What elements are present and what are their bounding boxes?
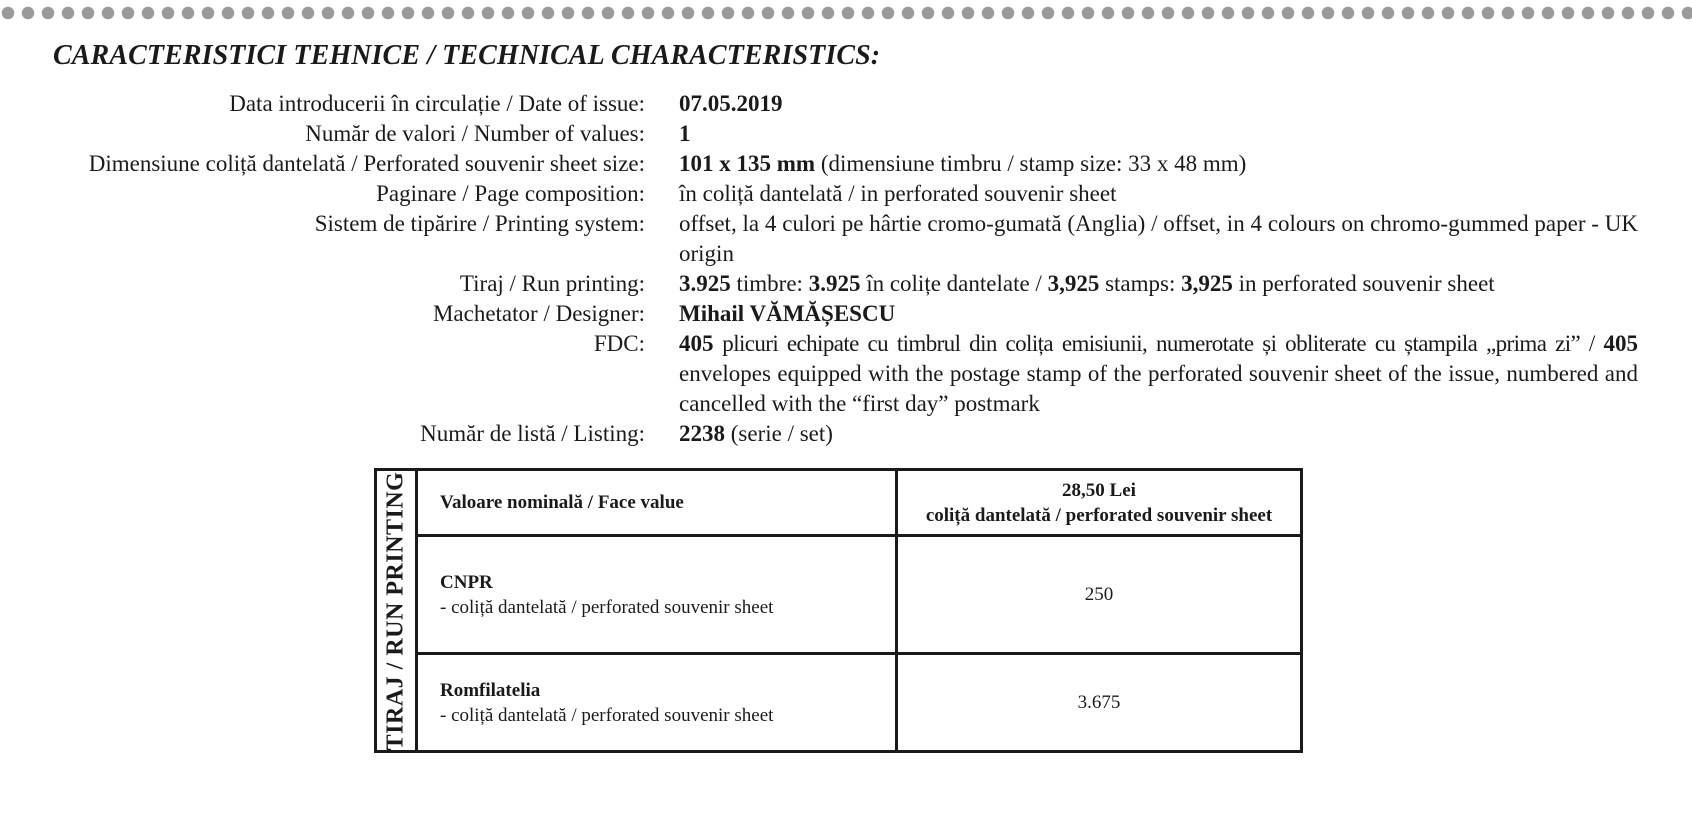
spec-row-values: [0, 119, 1692, 149]
face-value-amount: 28,50 Lei: [1062, 479, 1136, 501]
designer-value: Mihail VĂMĂȘESCU: [679, 301, 896, 326]
distributor-cell: [417, 654, 897, 752]
technical-specs: [0, 89, 1692, 449]
run-printing-table: [374, 468, 1303, 753]
spec-label: Machetator / Designer:: [432, 301, 645, 326]
spec-row-size: [0, 149, 1692, 179]
dotted-border: [0, 6, 1692, 20]
fdc-b1: 405: [679, 331, 714, 356]
distributor-cell: [417, 536, 897, 654]
spec-label: Tiraj / Run printing:: [459, 271, 645, 296]
section-title: CARACTERISTICI TEHNICE / TECHNICAL CHARACTERISTICS:: [53, 40, 881, 71]
spec-row-run: [0, 269, 1692, 299]
spec-value: [679, 299, 1638, 329]
spec-label: Dimensiune coliță dantelată / Perforated souvenir sheet size:: [88, 151, 645, 176]
table-row: [376, 654, 1302, 752]
listing-bold: 2238: [679, 421, 725, 446]
run-t3: stamps:: [1099, 271, 1182, 296]
spec-value: [679, 149, 1638, 179]
spec-label: Paginare / Page composition:: [376, 181, 645, 206]
distributor-name: Romfilatelia: [440, 679, 541, 701]
spec-row-date: [0, 89, 1692, 119]
spec-row-listing: [0, 419, 1692, 449]
spec-row-fdc: [0, 329, 1692, 419]
fdc-t1: plicuri echipate cu timbrul din colița emisiunii, numerotate și obliterate cu ștampila „prima zi” /: [713, 331, 1604, 356]
fdc-t2: envelopes equipped with the postage stamp of the perforated souvenir sheet of the issue, numbered and cancelled with the “first day” postmark: [679, 361, 1638, 416]
distributor-name: CNPR: [440, 571, 493, 593]
spec-value: în coliță dantelată / in perforated souvenir sheet: [679, 181, 1117, 206]
face-value-label: Valoare nominală / Face value: [417, 470, 897, 536]
table-row: [376, 536, 1302, 654]
spec-value: [679, 89, 1638, 119]
spec-label: Număr de listă / Listing:: [420, 421, 645, 446]
spec-row-printing: [0, 209, 1692, 269]
quantity-cell: 250: [897, 536, 1302, 654]
run-t1: timbre:: [730, 271, 809, 296]
spec-label: FDC:: [593, 331, 645, 356]
run-b1: 3.925: [679, 271, 731, 296]
run-t2: în colițe dantelate /: [860, 271, 1048, 296]
vertical-label-cell: [376, 470, 417, 752]
quantity-cell: 3.675: [897, 654, 1302, 752]
run-b4: 3,925: [1181, 271, 1233, 296]
size-rest: (dimensiune timbru / stamp size: 33 x 48 mm): [815, 151, 1247, 176]
values-value: 1: [679, 121, 691, 146]
date-value: 07.05.2019: [679, 91, 783, 116]
table-row: [376, 470, 1302, 536]
run-b3: 3,925: [1047, 271, 1100, 296]
fdc-b2: 405: [1603, 331, 1638, 356]
spec-value: offset, la 4 culori pe hârtie cromo-gumată (Anglia) / offset, in 4 colours on chromo-gummed paper - UK origin: [679, 211, 1638, 266]
spec-row-page: [0, 179, 1692, 209]
distributor-desc: - coliță dantelată / perforated souvenir sheet: [440, 596, 774, 618]
spec-label: Număr de valori / Number of values:: [305, 121, 645, 146]
spec-value: [679, 119, 1638, 149]
distributor-desc: - coliță dantelată / perforated souvenir sheet: [440, 704, 774, 726]
spec-label: Sistem de tipărire / Printing system:: [314, 211, 645, 236]
run-t4: in perforated souvenir sheet: [1232, 271, 1495, 296]
run-b2: 3.925: [808, 271, 861, 296]
face-value-desc: coliță dantelată / perforated souvenir sheet: [925, 504, 1273, 526]
spec-row-designer: [0, 299, 1692, 329]
spec-label: Data introducerii în circulație / Date of issue:: [229, 91, 645, 116]
spec-value: [679, 329, 1638, 419]
spec-value: [679, 419, 1638, 449]
face-value-header: [897, 470, 1302, 536]
size-bold: 101 x 135 mm: [679, 151, 816, 176]
spec-value: [679, 269, 1638, 299]
vertical-label: TIRAJ / RUN PRINTING: [382, 471, 409, 750]
listing-rest: (serie / set): [725, 421, 833, 446]
